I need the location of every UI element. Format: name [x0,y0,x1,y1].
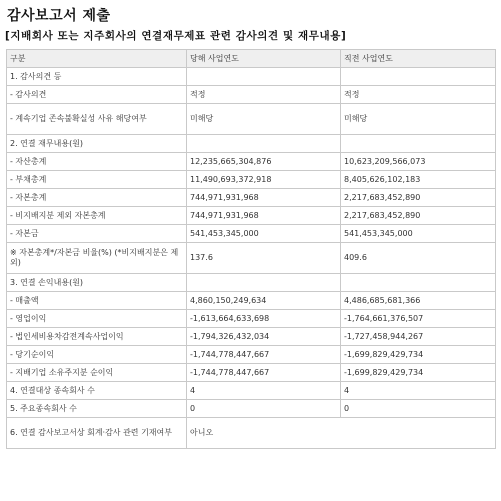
section-row [7,274,496,292]
row-label: ※ 자본총계*/자본금 비율(%) (*비지배지분은 제외) [7,243,187,274]
current-year-value: 744,971,931,968 [187,207,341,225]
row-label: - 매출액 [7,292,187,310]
previous-year-value: 2,217,683,452,890 [341,207,496,225]
empty-cell [187,135,341,153]
row-value-merged: 아니오 [187,418,496,449]
row-label: - 영업이익 [7,310,187,328]
table-row [7,328,496,346]
row-label: - 부채총계 [7,171,187,189]
row-label: - 자산총계 [7,153,187,171]
row-label: 6. 연결 감사보고서상 회계·감사 관련 기재여부 [7,418,187,449]
table-header-row [7,50,496,68]
table-row [7,346,496,364]
table-row [7,243,496,274]
row-label: - 감사의견 [7,86,187,104]
previous-year-value: 8,405,626,102,183 [341,171,496,189]
empty-cell [341,68,496,86]
current-year-value: -1,744,778,447,667 [187,346,341,364]
row-label: - 지배기업 소유주지분 순이익 [7,364,187,382]
row-label: - 비지배지분 제외 자본총계 [7,207,187,225]
table-row [7,310,496,328]
previous-year-value: 409.6 [341,243,496,274]
row-label: 3. 연결 손익내용(원) [7,274,187,292]
table-row [7,364,496,382]
row-label: 4. 연결대상 종속회사 수 [7,382,187,400]
previous-year-value: 0 [341,400,496,418]
header-current-year: 당해 사업연도 [187,50,341,68]
empty-cell [187,274,341,292]
current-year-value: 4,860,150,249,634 [187,292,341,310]
current-year-value: 적정 [187,86,341,104]
current-year-value: 744,971,931,968 [187,189,341,207]
previous-year-value: 4 [341,382,496,400]
section-row [7,68,496,86]
table-row [7,104,496,135]
table-row [7,418,496,449]
table-row [7,153,496,171]
row-label: - 계속기업 존속불확실성 사유 해당여부 [7,104,187,135]
current-year-value: 541,453,345,000 [187,225,341,243]
previous-year-value: -1,764,661,376,507 [341,310,496,328]
previous-year-value: 미해당 [341,104,496,135]
current-year-value: 0 [187,400,341,418]
row-label: - 법인세비용차감전계속사업이익 [7,328,187,346]
audit-financial-table [6,49,496,449]
report-subtitle: [지배회사 또는 지주회사의 연결재무제표 관련 감사의견 및 재무내용] [5,30,347,42]
table-row [7,171,496,189]
current-year-value: 미해당 [187,104,341,135]
table-row [7,382,496,400]
current-year-value: 4 [187,382,341,400]
table-row [7,400,496,418]
previous-year-value: 2,217,683,452,890 [341,189,496,207]
section-row [7,135,496,153]
current-year-value: 12,235,665,304,876 [187,153,341,171]
header-previous-year: 직전 사업연도 [341,50,496,68]
current-year-value: -1,794,326,432,034 [187,328,341,346]
row-label: 2. 연결 재무내용(원) [7,135,187,153]
table-row [7,86,496,104]
previous-year-value: -1,727,458,944,267 [341,328,496,346]
row-label: 1. 감사의견 등 [7,68,187,86]
row-label: - 자본금 [7,225,187,243]
row-label: 5. 주요종속회사 수 [7,400,187,418]
page-title: 감사보고서 제출 [7,8,111,24]
current-year-value: 137.6 [187,243,341,274]
table-row [7,189,496,207]
table-row [7,207,496,225]
current-year-value: -1,744,778,447,667 [187,364,341,382]
row-label: - 당기순이익 [7,346,187,364]
previous-year-value: 4,486,685,681,366 [341,292,496,310]
row-label: - 자본총계 [7,189,187,207]
table-row [7,292,496,310]
table-row [7,225,496,243]
previous-year-value: -1,699,829,429,734 [341,346,496,364]
previous-year-value: 541,453,345,000 [341,225,496,243]
current-year-value: 11,490,693,372,918 [187,171,341,189]
previous-year-value: 10,623,209,566,073 [341,153,496,171]
empty-cell [187,68,341,86]
previous-year-value: -1,699,829,429,734 [341,364,496,382]
header-category: 구분 [7,50,187,68]
current-year-value: -1,613,664,633,698 [187,310,341,328]
empty-cell [341,274,496,292]
empty-cell [341,135,496,153]
previous-year-value: 적정 [341,86,496,104]
